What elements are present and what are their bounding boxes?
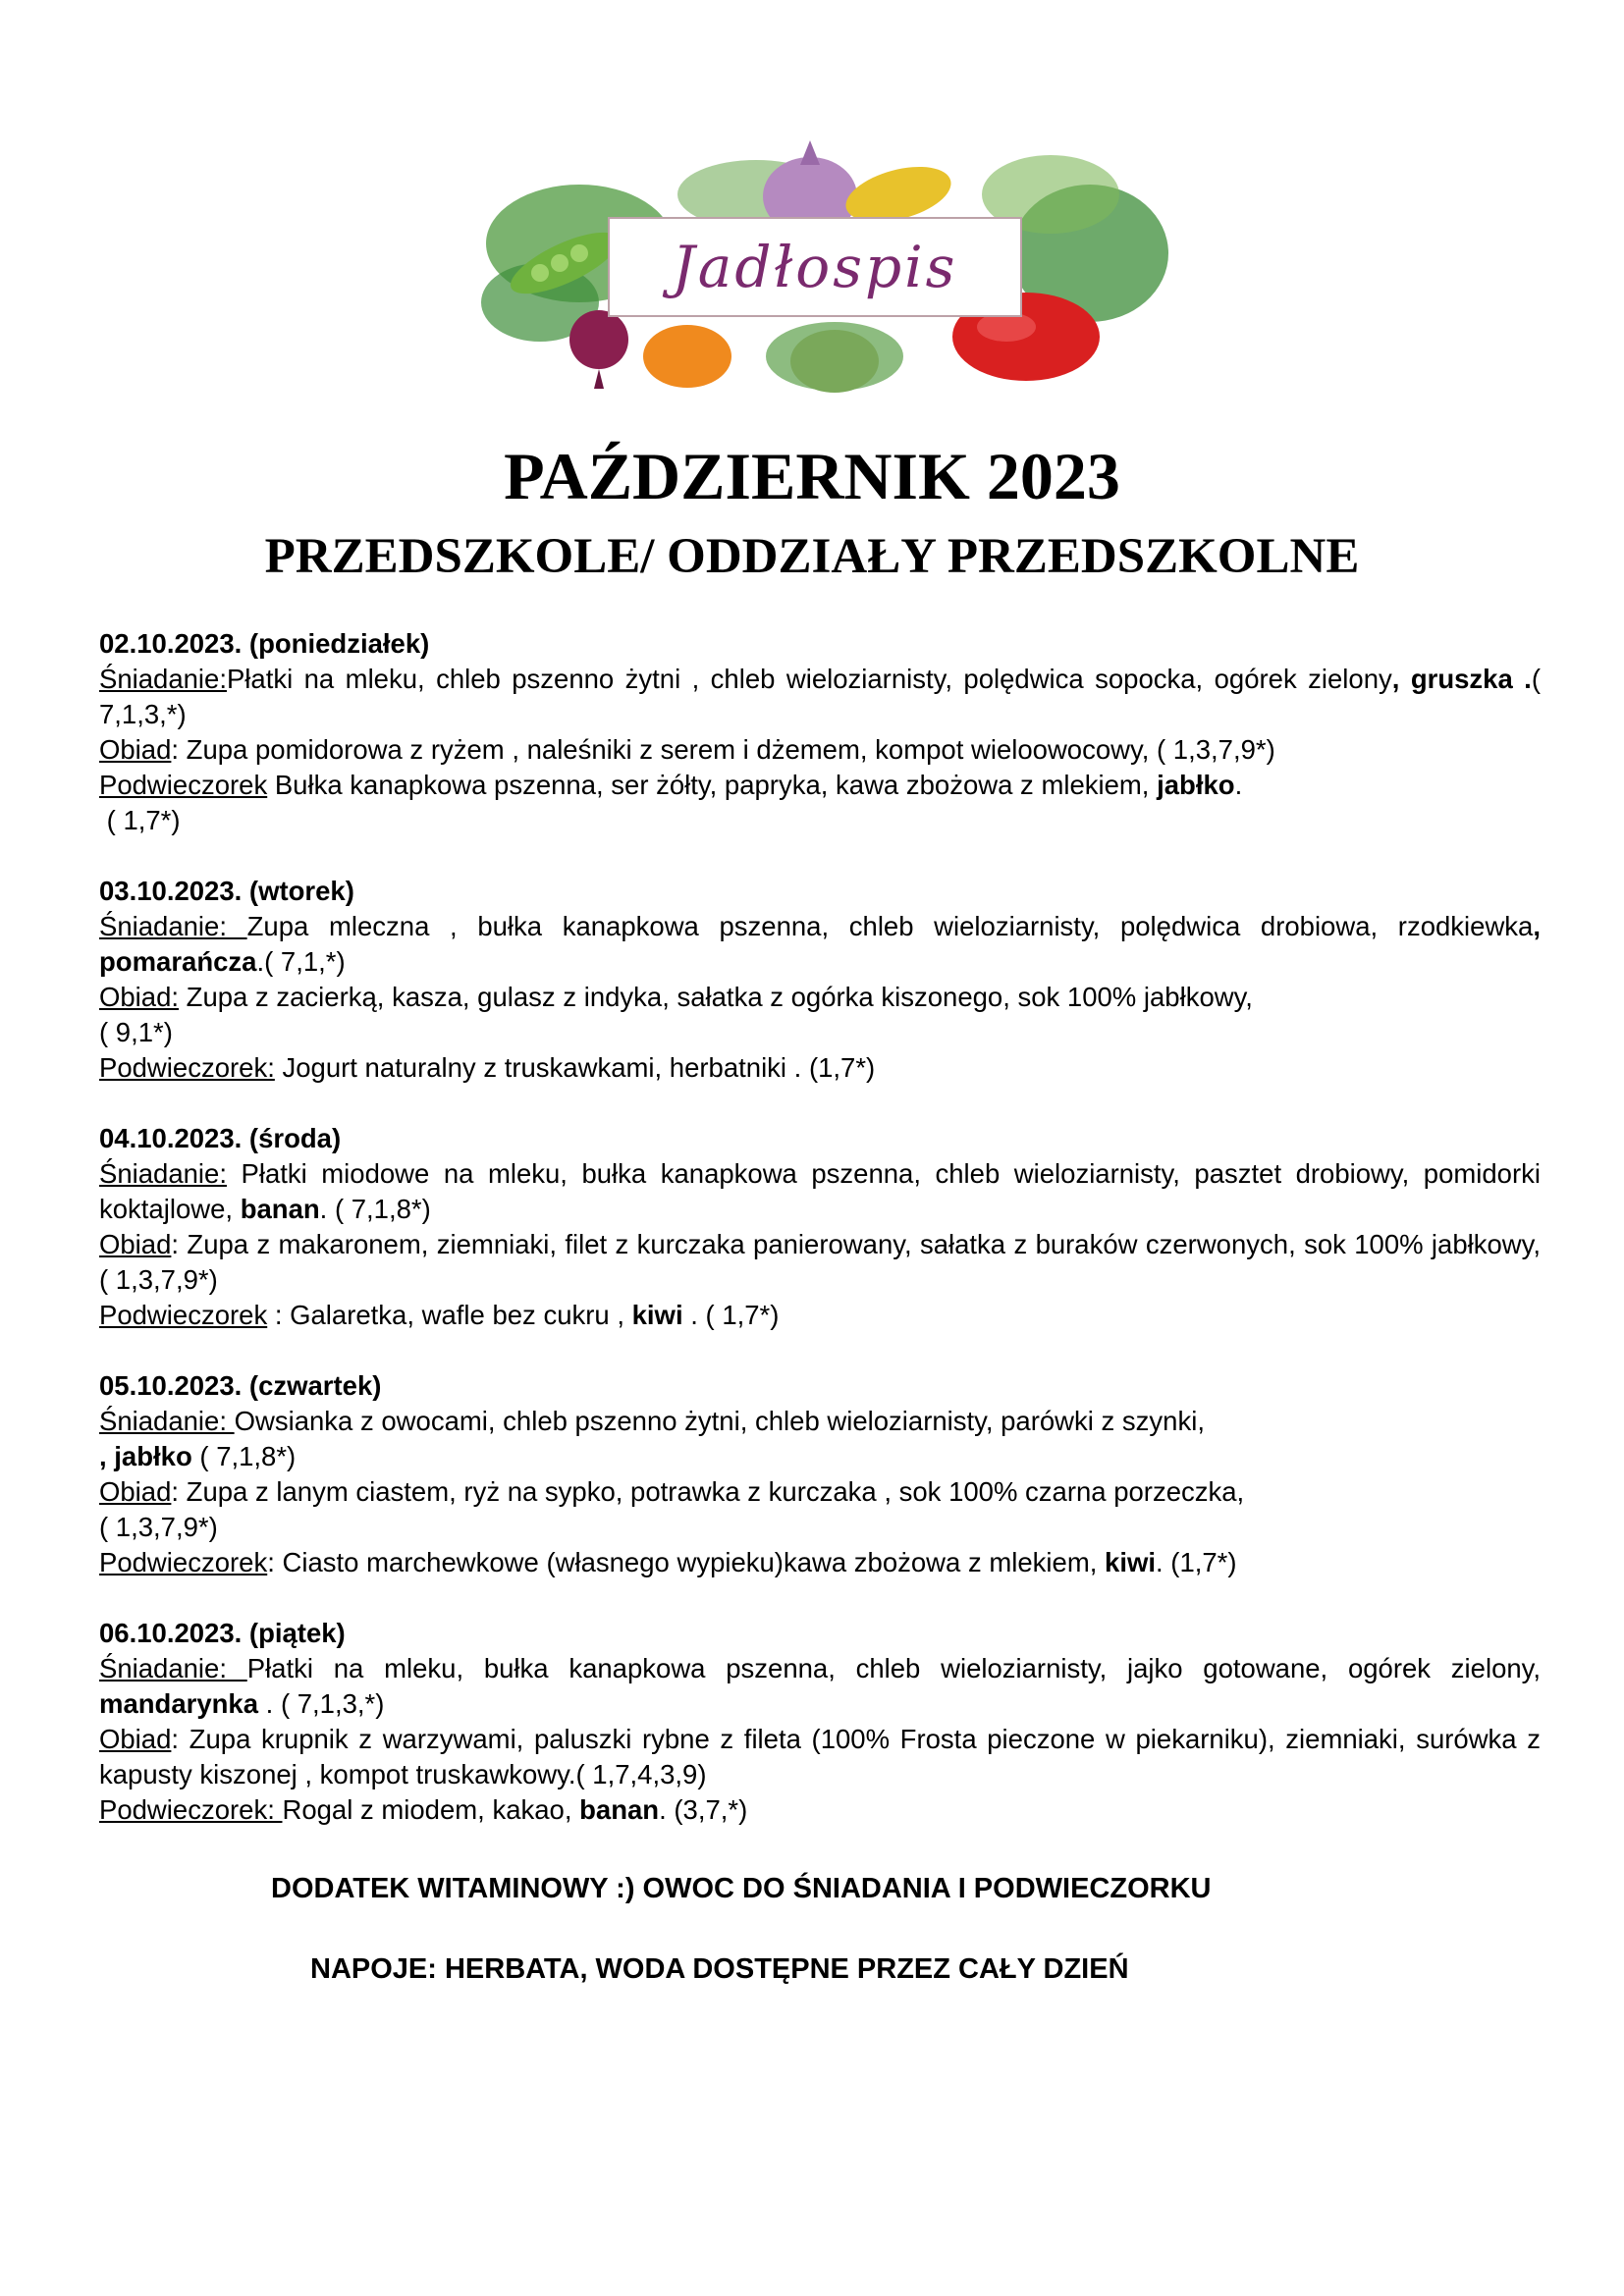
meal-entry bbox=[99, 1651, 1541, 1722]
menu-day bbox=[99, 1616, 1541, 1828]
day-date: 04.10.2023. (środa) bbox=[99, 1123, 342, 1153]
meal-description: : Zupa z lanym ciastem, ryż na sypko, potrawka z kurczaka , sok 100% czarna porzeczka, ( 1,3,7,9*) bbox=[99, 1476, 1245, 1542]
meal-description: Zupa z zacierką, kasza, gulasz z indyka, sałatka z ogórka kiszonego, sok 100% jabłkowy, ( 9,1*) bbox=[99, 982, 1253, 1047]
meal-description: Płatki na mleku, bułka kanapkowa pszenna, chleb wieloziarnisty, jajko gotowane, ogórek zielony, mandarynka . ( 7,1,3,*) bbox=[99, 1653, 1542, 1719]
jadlospis-banner bbox=[461, 135, 1178, 393]
meal-label: Śniadanie: bbox=[99, 1406, 235, 1436]
meal-label: Obiad: bbox=[99, 982, 180, 1012]
menu-day bbox=[99, 1368, 1541, 1580]
meal-entry bbox=[99, 1227, 1541, 1298]
menu-day bbox=[99, 1121, 1541, 1333]
meal-label: Obiad bbox=[99, 1476, 172, 1507]
day-date: 02.10.2023. (poniedziałek) bbox=[99, 628, 430, 659]
meal-label: Śniadanie: bbox=[99, 1158, 227, 1189]
meal-description: Płatki miodowe na mleku, bułka kanapkowa pszenna, chleb wieloziarnisty, pasztet drobiowy, pomidorki koktajlowe, banan. ( 7,1,8*) bbox=[99, 1158, 1541, 1224]
day-date: 06.10.2023. (piątek) bbox=[99, 1618, 346, 1648]
meal-entry bbox=[99, 1298, 1541, 1333]
meal-label: Śniadanie: bbox=[99, 664, 227, 694]
meal-label: Śniadanie: bbox=[99, 911, 247, 941]
banner-title: Jadłospis bbox=[672, 234, 958, 300]
meal-entry bbox=[99, 768, 1541, 838]
page-title: PAŹDZIERNIK 2023 bbox=[504, 439, 1120, 513]
meal-description: Płatki na mleku, chleb pszenno żytni , chleb wieloziarnisty, polędwica sopocka, ogórek zielony, gruszka .( 7,1,3,*) bbox=[99, 664, 1541, 729]
meal-description: Zupa mleczna , bułka kanapkowa pszenna, chleb wieloziarnisty, polędwica drobiowa, rzodkiewka, pomarańcza.( 7,1,*) bbox=[99, 911, 1541, 977]
day-date: 03.10.2023. (wtorek) bbox=[99, 876, 354, 906]
page-subtitle: PRZEDSZKOLE/ ODDZIAŁY PRZEDSZKOLNE bbox=[264, 529, 1360, 584]
meal-entry bbox=[99, 1722, 1541, 1792]
meal-label: Śniadanie: bbox=[99, 1653, 247, 1683]
meal-description: Jogurt naturalny z truskawkami, herbatniki . (1,7*) bbox=[274, 1052, 876, 1083]
weekly-menu bbox=[99, 626, 1541, 1863]
meal-entry bbox=[99, 980, 1541, 1050]
meal-label: Podwieczorek bbox=[99, 1300, 268, 1330]
meal-entry bbox=[99, 1156, 1541, 1227]
meal-label: Podwieczorek bbox=[99, 1547, 268, 1577]
drinks-note: NAPOJE: HERBATA, WODA DOSTĘPNE PRZEZ CAŁY DZIEŃ bbox=[310, 1953, 1129, 1985]
menu-day bbox=[99, 874, 1541, 1086]
meal-entry bbox=[99, 662, 1541, 732]
meal-label: Obiad bbox=[99, 1229, 172, 1259]
meal-entry bbox=[99, 1404, 1541, 1474]
meal-description: Bułka kanapkowa pszenna, ser żółty, papryka, kawa zbożowa z mlekiem, jabłko. ( 1,7*) bbox=[99, 770, 1243, 835]
meal-entry bbox=[99, 732, 1541, 768]
meal-label: Podwieczorek: bbox=[99, 1052, 275, 1083]
meal-entry bbox=[99, 909, 1541, 980]
day-date: 05.10.2023. (czwartek) bbox=[99, 1370, 382, 1401]
meal-entry bbox=[99, 1792, 1541, 1828]
meal-description: : Zupa krupnik z warzywami, paluszki rybne z fileta (100% Frosta pieczone w piekarniku), ziemniaki, surówka z kapusty kiszonej , kompot truskawkowy.( 1,7,4,3,9) bbox=[99, 1724, 1541, 1789]
meal-description: : Ciasto marchewkowe (własnego wypieku)kawa zbożowa z mlekiem, kiwi. (1,7*) bbox=[267, 1547, 1237, 1577]
meal-description: : Galaretka, wafle bez cukru , kiwi . ( 1,7*) bbox=[267, 1300, 780, 1330]
meal-description: : Zupa pomidorowa z ryżem , naleśniki z serem i dżemem, kompot wieloowocowy, ( 1,3,7,9*) bbox=[171, 734, 1275, 765]
meal-entry bbox=[99, 1545, 1541, 1580]
meal-label: Podwieczorek bbox=[99, 770, 268, 800]
meal-description: Owsianka z owocami, chleb pszenno żytni, chleb wieloziarnisty, parówki z szynki, , jabłko ( 7,1,8*) bbox=[99, 1406, 1205, 1471]
meal-entry bbox=[99, 1050, 1541, 1086]
meal-description: Rogal z miodem, kakao, banan. (3,7,*) bbox=[282, 1794, 748, 1825]
menu-day bbox=[99, 626, 1541, 838]
meal-label: Obiad bbox=[99, 1724, 172, 1754]
meal-label: Podwieczorek: bbox=[99, 1794, 283, 1825]
vitamin-note: DODATEK WITAMINOWY :) OWOC DO ŚNIADANIA I PODWIECZORKU bbox=[271, 1873, 1212, 1904]
meal-entry bbox=[99, 1474, 1541, 1545]
meal-description: : Zupa z makaronem, ziemniaki, filet z kurczaka panierowany, sałatka z buraków czerwonych, sok 100% jabłkowy, ( 1,3,7,9*) bbox=[99, 1229, 1541, 1295]
meal-label: Obiad bbox=[99, 734, 172, 765]
